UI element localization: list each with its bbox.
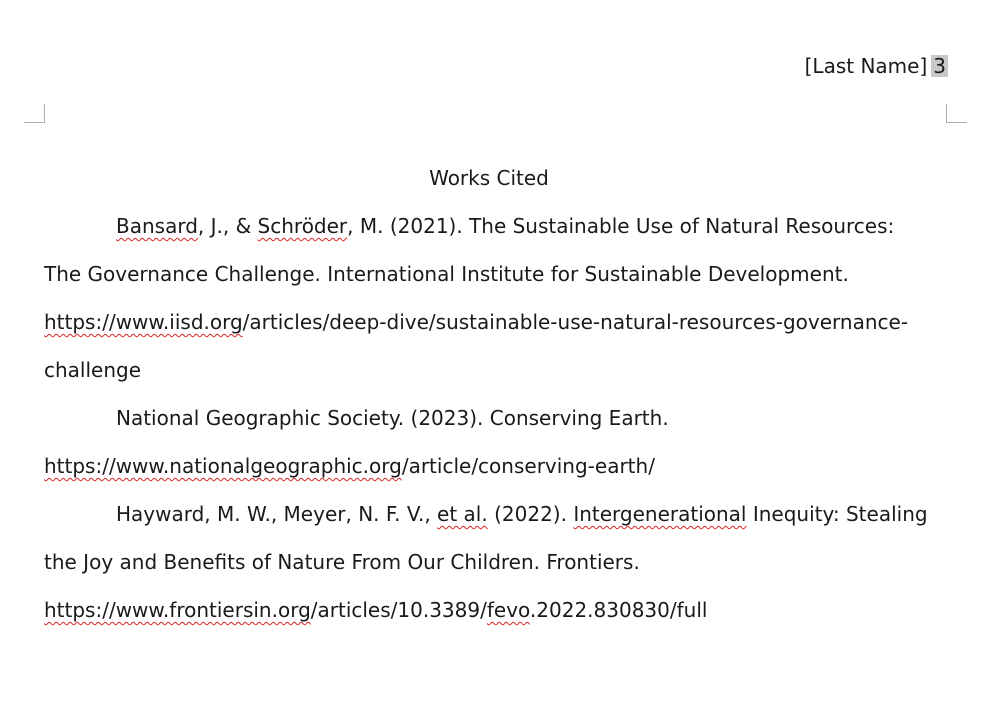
citation-text: Inequity: Stealing the Joy and Benefits of Nature From Our Children. Frontiers. [44, 502, 928, 574]
citation-text: , M. (2021). The Sustainable Use of Natural Resources: The Governance Challenge. International Institute for Sustainable Development. [44, 214, 895, 286]
citation-url: https://www.nationalgeographic.org [44, 454, 402, 478]
margin-corner-mark-right [946, 104, 967, 123]
citation-text: Intergenerational [573, 502, 747, 526]
citation-url: /article/conserving-earth/ [401, 454, 655, 478]
citation-text: (2022). [487, 502, 574, 526]
citation-url: https://www.frontiersin.org [44, 598, 311, 622]
citation-text: National Geographic Society. (2023). Conserving Earth. [116, 406, 669, 430]
citation-url: .2022.830830/full [529, 598, 708, 622]
margin-corner-mark-left [24, 104, 45, 123]
header-last-name: [Last Name] [804, 54, 928, 78]
citation-entry [44, 202, 934, 394]
citation-text: et al. [437, 502, 488, 526]
citation-text: Schröder [257, 214, 348, 238]
citation-entry [44, 394, 934, 490]
document-body[interactable] [44, 154, 934, 634]
citation-text: , J., & [197, 214, 258, 238]
citation-text: Bansard [116, 214, 198, 238]
citation-text: Hayward, M. W., Meyer, N. F. V., [116, 502, 438, 526]
citation-url: https://www.iisd.org [44, 310, 243, 334]
page-header [805, 53, 948, 79]
citation-url: /articles/10.3389/ [310, 598, 487, 622]
citation-url: fevo [486, 598, 530, 622]
citation-entry [44, 490, 934, 634]
page-number: 3 [933, 54, 946, 78]
works-cited-title: Works Cited [429, 166, 549, 190]
citation-url: /articles/deep-dive/sustainable-use-natural-resources-governance-challenge [44, 310, 909, 382]
